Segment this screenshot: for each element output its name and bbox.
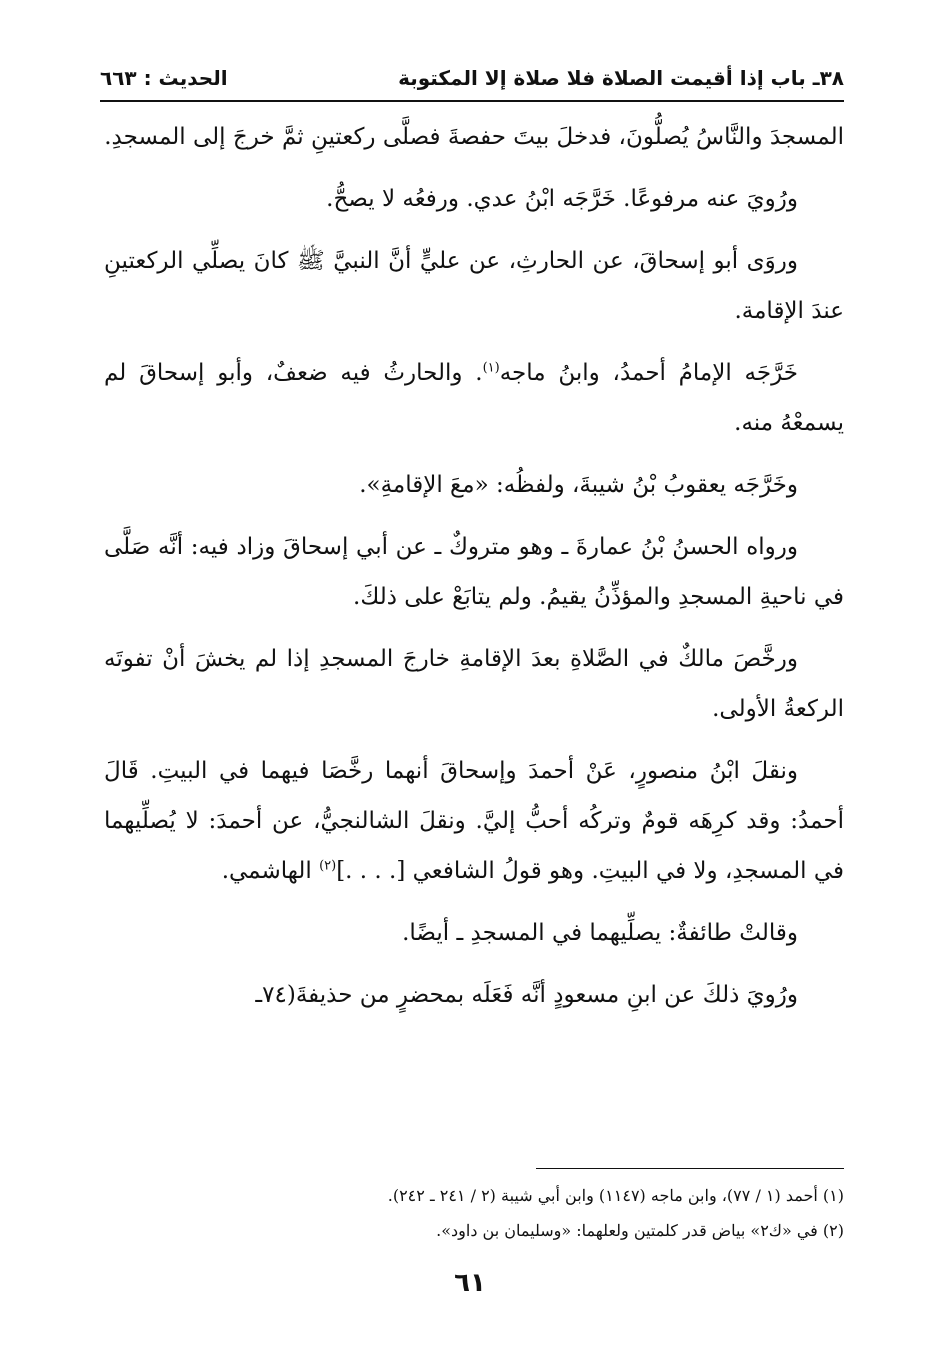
- paragraph-marfu: ورُويَ عنه مرفوعًا. خَرَّجَه ابْنُ عدي. ورفعُه لا يصحُّ.: [326, 186, 798, 212]
- paragraph-ibn-masud: ورُويَ ذلكَ عن ابنِ مسعودٍ أنَّه فَعَلَه بمحضرٍ من حذيفةَ(٧٤ـ: [255, 982, 798, 1008]
- takhrij-text-rest: . والحارثُ فيه ضعفٌ، وأبو إسحاقَ لم يسمعْهُ منه.: [104, 360, 844, 436]
- footnote-1: (١) أحمد (١ / ٧٧)، وابن ماجه (١١٤٧) وابن أبي شيبة (٢ / ٢٤١ ـ ٢٤٢).: [387, 1186, 844, 1205]
- hadith-reference: الحديث : ٦٦٣: [100, 66, 228, 90]
- chapter-title: ٣٨ـ باب إذا أقيمت الصلاة فلا صلاة إلا المكتوبة: [398, 66, 844, 90]
- footnote-2: (٢) في «ك٢» بياض قدر كلمتين ولعلهما: «وسليمان بن داود».: [436, 1221, 844, 1240]
- paragraph-malik: ورخَّصَ مالكٌ في الصَّلاةِ بعدَ الإقامةِ خارجَ المسجدِ إذا لم يخشَ أنْ تفوتَه الركعةُ الأولى.: [104, 646, 844, 722]
- paragraph-continuation: المسجدَ والنَّاسُ يُصلُّونَ، فدخلَ بيتَ حفصةَ فصلَّى ركعتينِ ثمَّ خرجَ إلى المسجدِ.: [104, 124, 844, 150]
- takhrij-text: خَرَّجَه الإمامُ أحمدُ، وابنُ ماجه: [499, 360, 798, 386]
- main-text: [104, 112, 844, 1032]
- header-divider: [100, 100, 844, 102]
- mansur-text-rest: الهاشمي.: [221, 858, 320, 884]
- paragraph-yaqub: وخَرَّجَه يعقوبُ بْنُ شيبةَ، ولفظُه: «معَ الإقامةِ».: [359, 472, 798, 498]
- page-header: [100, 58, 844, 98]
- paragraph-takhrij: [104, 348, 844, 448]
- footnote-ref-2[interactable]: (٢): [319, 858, 337, 874]
- paragraph-hasan: ورواه الحسنُ بْنُ عمارةَ ـ وهو متروكٌ ـ عن أبي إسحاقَ وزاد فيه: أنَّه صَلَّى في ناحيةِ المسجدِ والمؤذِّنُ يقيمُ. ولم يتابَعْ على ذلكَ.: [104, 534, 844, 610]
- footnotes: [104, 1178, 844, 1248]
- page-number: ٦١: [454, 1268, 486, 1298]
- footnote-ref-1[interactable]: (١): [482, 360, 500, 376]
- paragraph-mansur: [104, 746, 844, 896]
- mansur-text: ونقلَ ابْنُ منصورٍ، عَنْ أحمدَ وإسحاقَ أنهما رخَّصَا فيهما في البيتِ. قَالَ أحمدُ: وقد كرِهَه قومٌ وتركُه أحبُّ إليَّ. ونقلَ الشالنجيُّ، عن أحمدَ: لا يُصلِّيهما في المسجدِ، ولا في البيتِ. وهو قولُ الشافعي [. . . .]: [104, 758, 844, 884]
- footnote-divider: [536, 1168, 844, 1169]
- paragraph-taifa: وقالتْ طائفةٌ: يصلِّيهما في المسجدِ ـ أيضًا.: [402, 920, 798, 946]
- paragraph-abu-ishaq: وروَى أبو إسحاقَ، عن الحارثِ، عن عليٍّ أنَّ النبيَّ ﷺ كانَ يصلِّي الركعتينِ عندَ الإقامة.: [104, 248, 844, 324]
